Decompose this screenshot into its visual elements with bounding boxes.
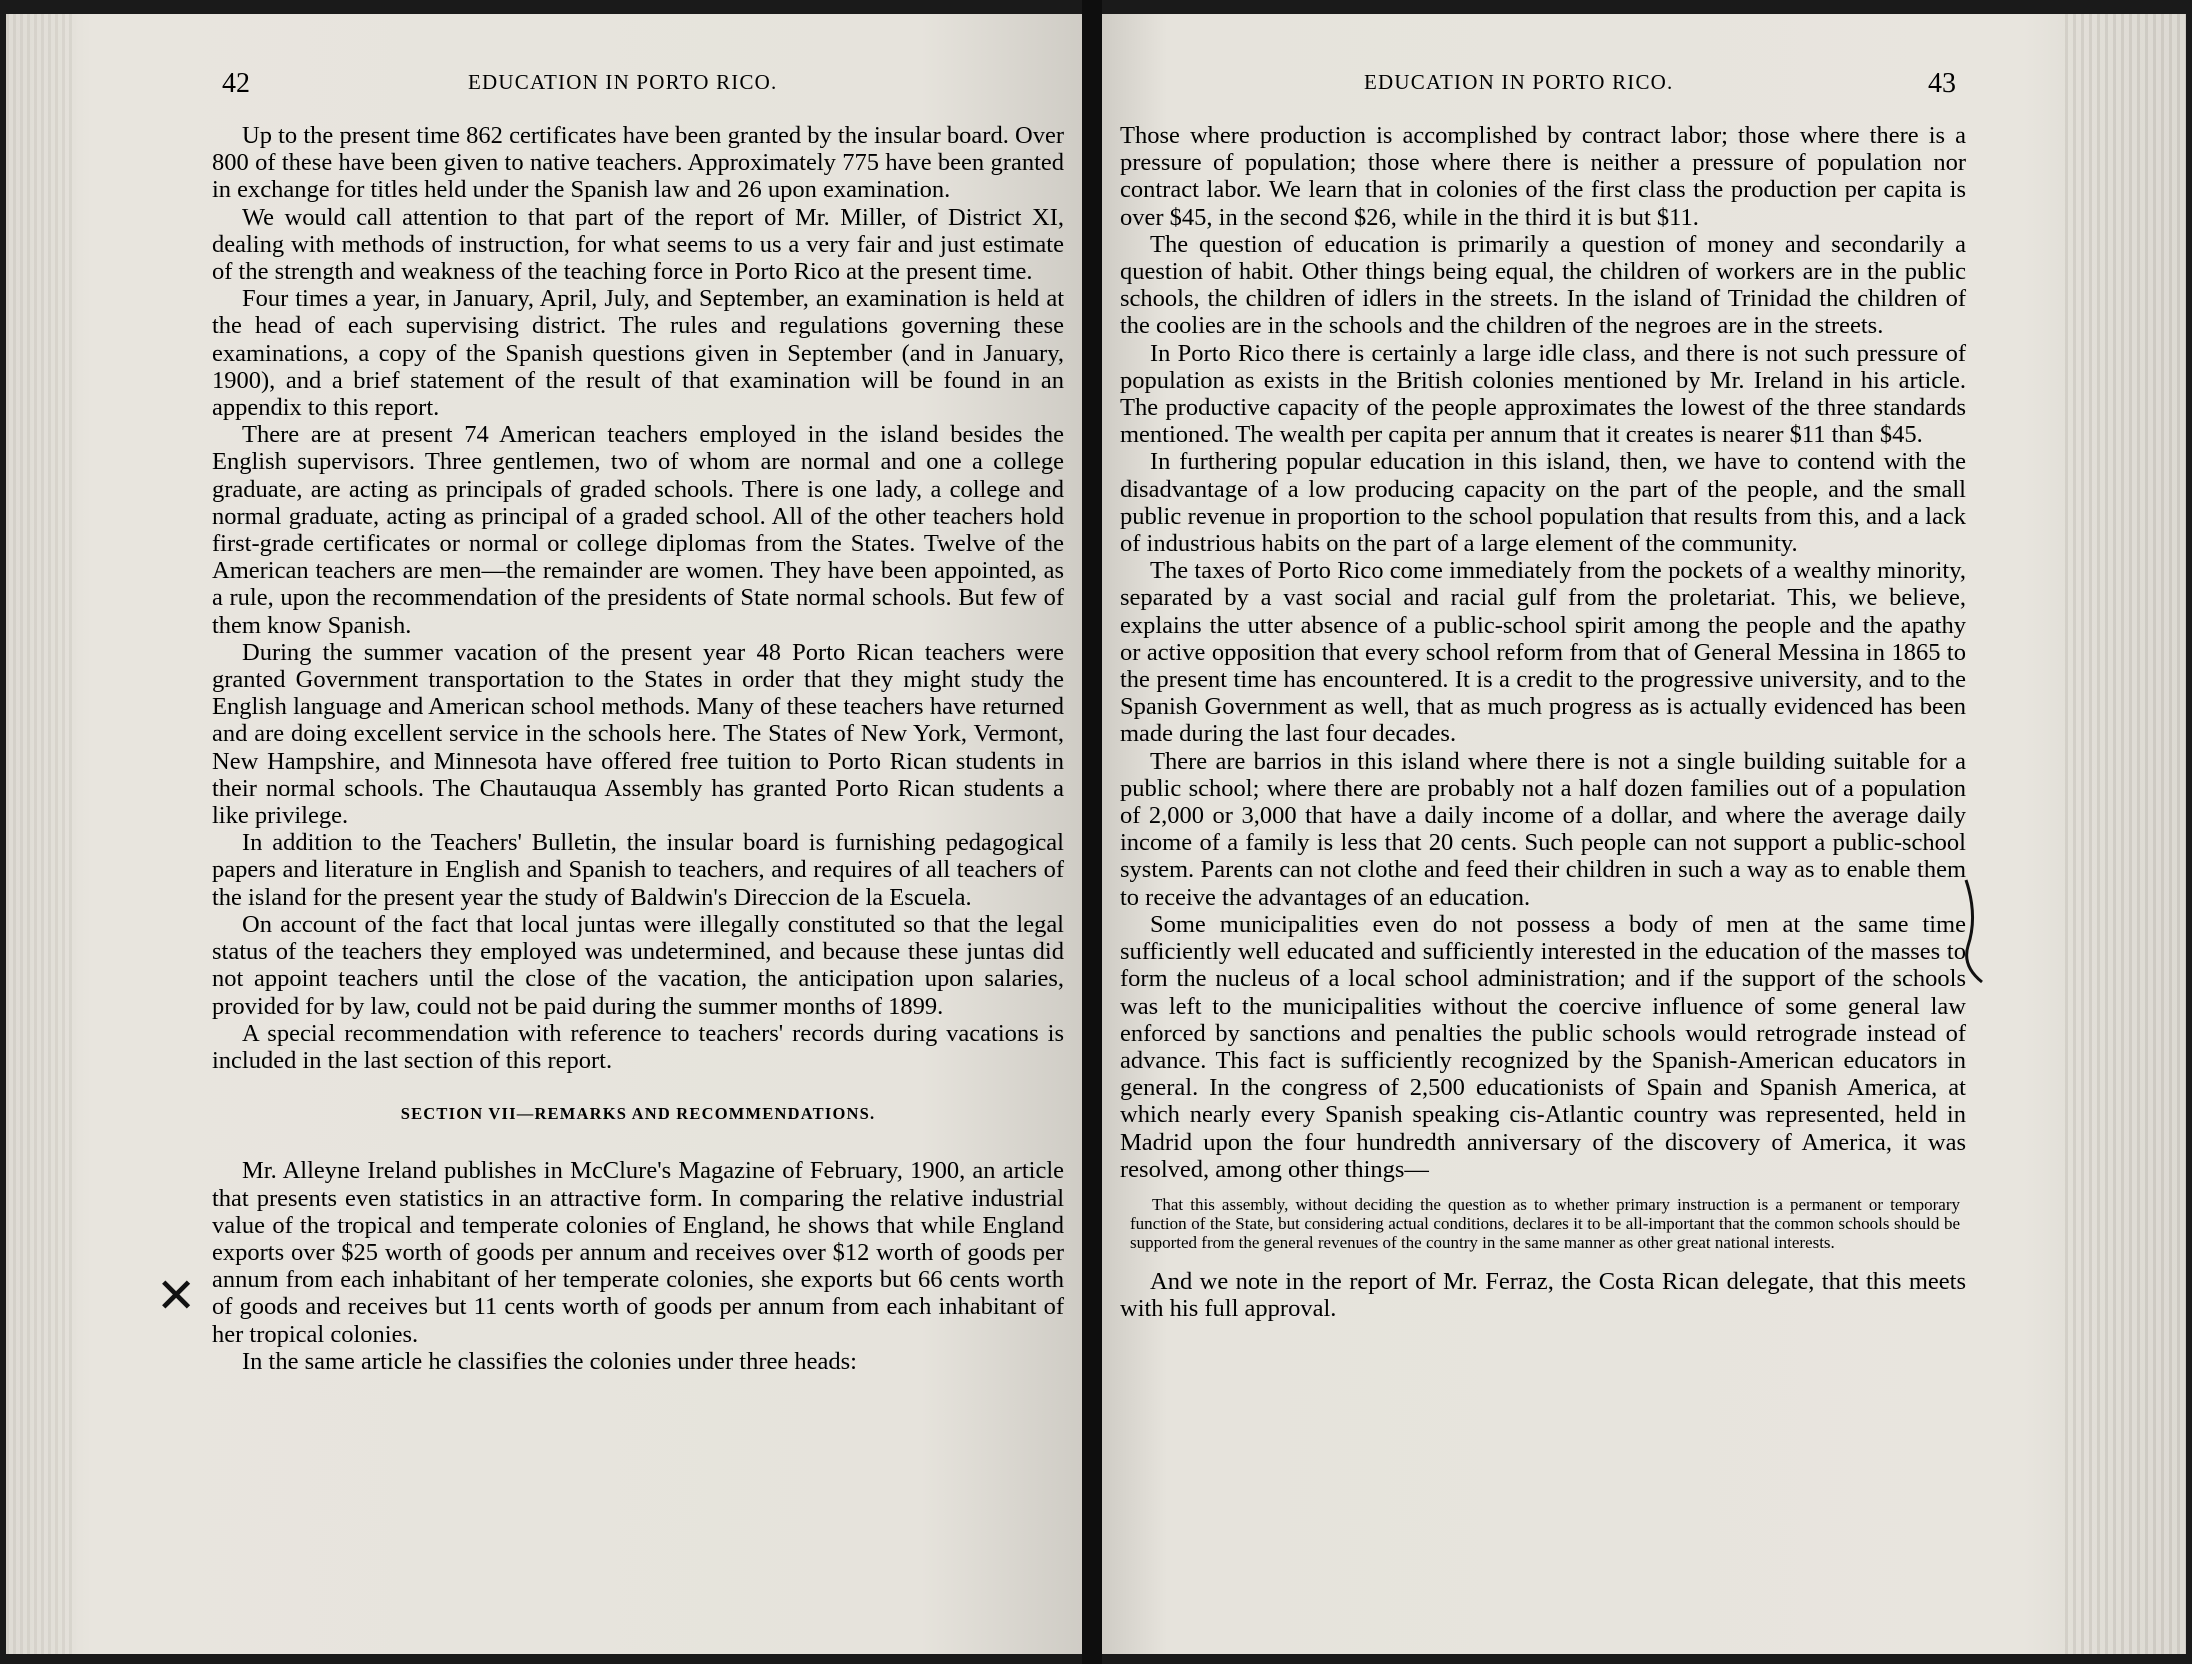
left-page-edges	[6, 14, 76, 1654]
right-paragraph-5: The taxes of Porto Rico come immediately from the pockets of a wealthy minority, separated by a vast social and racial gulf from the proletariat. This, we believe, explains the utter absence of a public-school spirit among the people and the apathy or active opposition that every school reform from that of General Messina in 1865 to the present time has encountered. It is a credit to the progressive university, and to the Spanish Government as well, that as much progress as is actually evidenced has been made during the last four decades.	[1120, 557, 1966, 748]
right-paragraph-4: In furthering popular education in this island, then, we have to contend with the disadvantage of a low producing capacity on the part of the people, and the small public revenue in proportion to the school population that results from this, and a lack of industrious habits on the part of a large element of the community.	[1120, 448, 1966, 558]
left-paragraph-4: There are at present 74 American teachers employed in the island besides the English supervisors. Three gentlemen, two of whom are normal and one a college graduate, are acting as principals of graded schools. There is one lady, a college and normal graduate, acting as principal of a graded school. All of the other teachers hold first-grade certificates or normal or college diplomas from the States. Twelve of the American teachers are men—the remainder are women. They have been appointed, as a rule, upon the recommendation of the presidents of State normal schools. But few of them know Spanish.	[212, 421, 1064, 639]
right-paragraph-2: The question of education is primarily a question of money and secondarily a question of habit. Other things being equal, the children of workers are in the public schools, the children of idlers in the streets. In the island of Trinidad the children of the coolies are in the schools and the children of the negroes are in the streets.	[1120, 230, 1966, 340]
right-paragraph-1: Those where production is accomplished by contract labor; those where there is a pressure of population; those where there is neither a pressure of population nor contract labor. We learn that in colonies of the first class the production per capita is over $45, in the second $26, while in the third it is but $11.	[1120, 122, 1966, 231]
margin-cross-mark: ✕	[156, 1268, 197, 1324]
right-paragraph-3: In Porto Rico there is certainly a large idle class, and there is not such pressure of population as exists in the British colonies mentioned by Mr. Ireland in his article. The productive capacity of the people approximates the lowest of the three standards mentioned. The wealth per capita per annum that it creates is nearer $11 than $45.	[1120, 339, 1966, 449]
left-paragraph-8: A special recommendation with reference to teachers' records during vacations is included in the last section of this report.	[212, 1019, 1064, 1074]
right-paragraph-7: Some municipalities even do not possess a body of men at the same time sufficiently well educated and sufficiently interested in the education of the masses to form the nucleus of a local school administration; and if the support of the schools was left to the municipalities without the coercive influence of some general law enforced by sanctions and penalties the public schools would retrograde instead of advance. This fact is sufficiently recognized by the Spanish-American educators in general. In the congress of 2,500 educationists of Spain and Spanish America, at which nearly every Spanish speaking cis-Atlantic country was represented, held in Madrid upon the four hundredth anniversary of the discovery of America, it was resolved, among other things—	[1120, 910, 1966, 1183]
right-text-column	[1120, 122, 1966, 1322]
right-page-number: 43	[1928, 68, 1956, 99]
margin-bracket-mark	[1960, 876, 1990, 986]
book-gutter	[1082, 0, 1102, 1664]
left-paragraph-2: We would call attention to that part of the report of Mr. Miller, of District XI, dealing with methods of instruction, for what seems to us a very fair and just estimate of the strength and weakness of the teaching force in Porto Rico at the present time.	[212, 203, 1064, 286]
left-paragraph-1: Up to the present time 862 certificates have been granted by the insular board. Over 800 of these have been given to native teachers. Approximately 775 have been granted in exchange for titles held under the Spanish law and 26 upon examination.	[212, 122, 1064, 204]
section-heading: SECTION VII—REMARKS AND RECOMMENDATIONS.	[400, 1104, 876, 1124]
quotation-text: That this assembly, without deciding the question as to whether primary instruction is a permanent or temporary function of the State, but considering actual conditions, declares it to be all-important that the common schools should be supported from the general revenues of the country in the same manner as other great national interests.	[1130, 1194, 1960, 1252]
left-paragraph-6: In addition to the Teachers' Bulletin, the insular board is furnishing pedagogical papers and literature in English and Spanish to teachers, and requires of all teachers of the island for the present year the study of Baldwin's Direccion de la Escuela.	[212, 829, 1064, 911]
left-text-column	[212, 122, 1064, 1375]
quotation-block	[1120, 1195, 1966, 1252]
left-page-number: 42	[222, 68, 250, 99]
right-running-head: EDUCATION IN PORTO RICO.	[1364, 70, 1674, 94]
right-page-edges	[2060, 14, 2186, 1654]
right-closing-paragraph: And we note in the report of Mr. Ferraz, the Costa Rican delegate, that this meets with his full approval.	[1120, 1267, 1966, 1323]
left-paragraph-5: During the summer vacation of the present year 48 Porto Rican teachers were granted Government transportation to the States in order that they might study the English language and American school methods. Many of these teachers have returned and are doing excellent service in the schools here. The States of New York, Vermont, New Hampshire, and Minnesota have offered free tuition to Porto Rican students in their normal schools. The Chautauqua Assembly has granted Porto Rican students a like privilege.	[212, 638, 1064, 830]
left-running-head: EDUCATION IN PORTO RICO.	[468, 70, 778, 94]
left-paragraph-7: On account of the fact that local juntas were illegally constituted so that the legal status of the teachers they employed was undetermined, and because these juntas did not appoint teachers until the close of the vacation, the anticipation upon salaries, provided for by law, could not be paid during the summer months of 1899.	[212, 910, 1064, 1020]
right-paragraph-6: There are barrios in this island where there is not a single building suitable for a public school; where there are probably not a half dozen families out of a population of 2,000 or 3,000 that have a daily income of a dollar, and where the average daily income of a family is less that 20 cents. Such people can not support a public-school system. Parents can not clothe and feed their children in such a way as to enable them to receive the advantages of an education.	[1120, 747, 1966, 911]
left-paragraph-9: Mr. Alleyne Ireland publishes in McClure's Magazine of February, 1900, an article that presents even statistics in an attractive form. In comparing the relative industrial value of the tropical and temperate colonies of England, he shows that while England exports over $25 worth of goods per annum and receives over $12 worth of goods per annum from each inhabitant of her temperate colonies, she exports but 66 cents worth of goods and receives but 11 cents worth of goods per annum from each inhabitant of her tropical colonies.	[212, 1157, 1064, 1348]
left-paragraph-3: Four times a year, in January, April, July, and September, an examination is held at the head of each supervising district. The rules and regulations governing these examinations, a copy of the Spanish questions given in September (and in January, 1900), and a brief statement of the result of that examination will be found in an appendix to this report.	[212, 285, 1064, 422]
left-paragraph-10: In the same article he classifies the colonies under three heads:	[242, 1347, 857, 1375]
